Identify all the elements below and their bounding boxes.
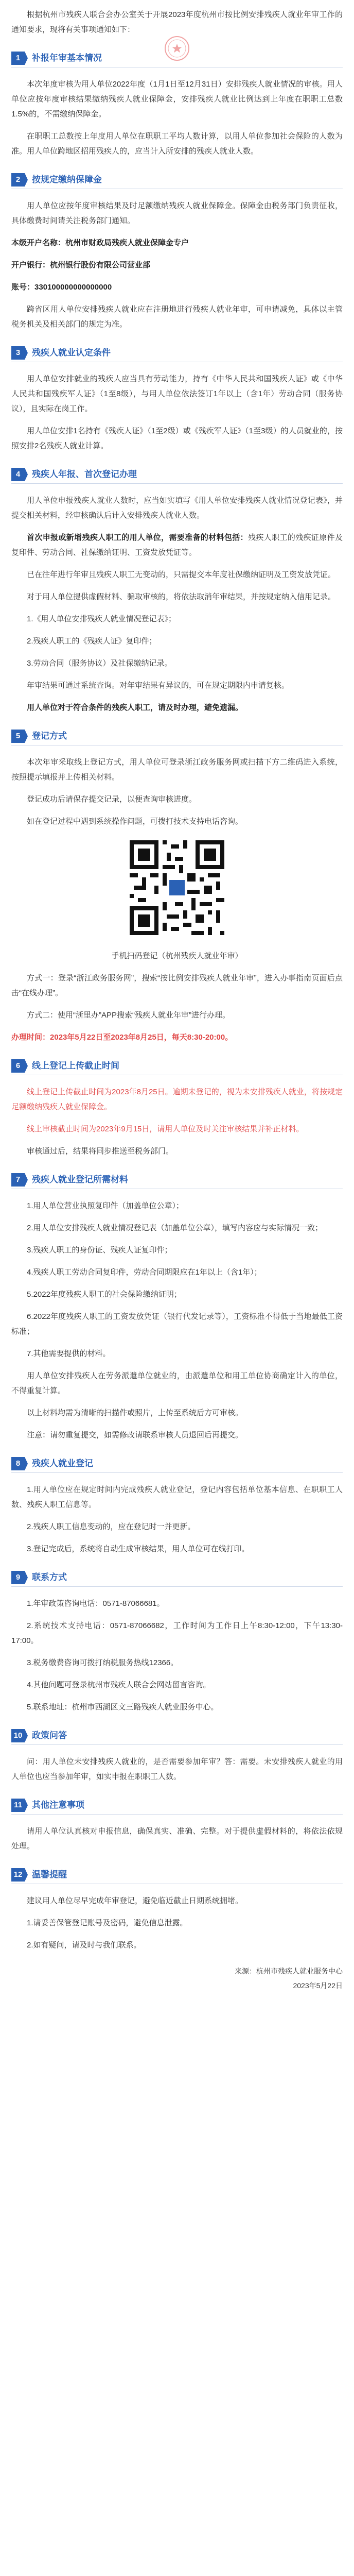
paragraph-emphasis: 用人单位对于符合条件的残疾人职工，请及时办理，避免遗漏。 — [27, 703, 243, 712]
list-item: 1.用人单位应在规定时间内完成残疾人就业登记，登记内容包括单位基本信息、在职职工人数、残疾人职工信息等。 — [11, 1485, 343, 1509]
section-title: 登记方式 — [32, 731, 67, 741]
paragraph: 问：用人单位未安排残疾人就业的，是否需要参加年审？答：需要。未安排残疾人就业的用人单位也应当参加年审，如实申报在职职工人数。 — [11, 1757, 343, 1781]
list-item: 3.税务缴费咨询可拨打纳税服务热线12366。 — [27, 1658, 179, 1667]
bank-value: 杭州银行股份有限公司营业部 — [50, 261, 151, 269]
paragraph: 对于用人单位提供虚假材料、骗取审核的，将依法取消年审结果，并按规定纳入信用记录。 — [27, 592, 336, 601]
list-item: 2.残疾人职工的《残疾人证》复印件； — [27, 637, 157, 646]
paragraph: 跨省区用人单位安排残疾人就业应在注册地进行残疾人就业年审，可申请减免，具体以主管税务机关及相关部门的规定为准。 — [11, 305, 343, 329]
paragraph: 请用人单位认真核对申报信息，确保真实、准确、完整。对于提供虚假材料的，将依法依规处理。 — [11, 1827, 343, 1851]
paragraph: 本次年度审核为用人单位2022年度（1月1日至12月31日）安排残疾人就业情况的审核。用人单位应按年度审核结果缴纳残疾人就业保障金，安排残疾人就业比例达到上年度在职职工总数1.5%的，不需缴纳保障金。 — [11, 80, 343, 118]
footer — [11, 1965, 343, 2002]
section-header-10 — [11, 1728, 343, 1745]
section-header-1 — [11, 50, 343, 67]
list-item: 2.如有疑问，请及时与我们联系。 — [27, 1941, 141, 1950]
section-number: 9 — [11, 1571, 25, 1584]
section-header-9 — [11, 1570, 343, 1587]
list-item: 1.年审政策咨询电话：0571-87066681。 — [27, 1599, 165, 1608]
paragraph: 如在登记过程中遇到系统操作问题，可拨打技术支持电话咨询。 — [27, 817, 243, 826]
section-number: 5 — [11, 730, 25, 743]
list-item: 2.系统技术支持电话：0571-87066682，工作时间为工作日上午8:30-12:00，下午13:30-17:00。 — [11, 1621, 343, 1645]
section-title: 残疾人年报、首次登记办理 — [32, 469, 137, 479]
qr-caption: 手机扫码登记（杭州残疾人就业年审） — [111, 952, 243, 960]
list-item: 5.联系地址：杭州市西湖区文三路残疾人就业服务中心。 — [27, 1703, 219, 1711]
account-number-value: 330100000000000000 — [34, 283, 112, 292]
section-title: 线上登记上传截止时间 — [32, 1061, 119, 1071]
section-header-12 — [11, 1867, 343, 1884]
paragraph: 用人单位申报残疾人就业人数时，应当如实填写《用人单位安排残疾人就业情况登记表》，并提交相关材料，经审核确认后计入安排残疾人就业人数。 — [11, 496, 343, 520]
list-item: 3.登记完成后，系统将自动生成审核结果，用人单位可在线打印。 — [27, 1545, 250, 1553]
list-item: 1.用人单位营业执照复印件（加盖单位公章）； — [27, 1201, 184, 1210]
account-name-label: 本级开户名称： — [11, 239, 66, 247]
section-title: 温馨提醒 — [32, 1870, 67, 1879]
list-item: 3.残疾人职工的身份证、残疾人证复印件； — [27, 1246, 172, 1255]
section-title: 按规定缴纳保障金 — [32, 175, 102, 184]
paragraph: 用人单位安排1名持有《残疾人证》（1至2级）或《残疾军人证》（1至3级）的人员就业的，按照安排2名残疾人就业计算。 — [11, 427, 343, 450]
account-number-label: 账号： — [11, 283, 35, 292]
paragraph: 用人单位安排就业的残疾人应当具有劳动能力，持有《中华人民共和国残疾人证》或《中华人民共和国残疾军人证》（1至8级），与用人单位依法签订1年以上（含1年）劳动合同（服务协议），且实际在岗工作。 — [11, 375, 343, 413]
section-number: 11 — [11, 1799, 25, 1812]
section-number: 2 — [11, 173, 25, 187]
section-number: 4 — [11, 468, 25, 481]
paragraph: 已在往年进行年审且残疾人职工无变动的，只需提交本年度社保缴纳证明及工资发放凭证。 — [27, 570, 336, 579]
section-header-5 — [11, 728, 343, 745]
qr-code-graphic — [126, 836, 228, 939]
source-organization: 来源：杭州市残疾人就业服务中心 — [235, 1967, 343, 1975]
section-number: 1 — [11, 52, 25, 65]
paragraph-deadline: 线上登记上传截止时间为2023年8月25日。逾期未登记的，视为未安排残疾人就业，将按规定足额缴纳残疾人就业保障金。 — [11, 1088, 343, 1111]
paragraph: 方式一：登录“浙江政务服务网”，搜索“按比例安排残疾人就业年审”，进入办事指南页面后点击“在线办理”。 — [11, 974, 343, 997]
section-number: 10 — [11, 1729, 25, 1742]
section-header-3 — [11, 345, 343, 362]
paragraph — [11, 530, 343, 560]
section-number: 7 — [11, 1173, 25, 1187]
section-title: 残疾人就业登记所需材料 — [32, 1175, 128, 1184]
section-header-11 — [11, 1798, 343, 1815]
paragraph: 以上材料均需为清晰的扫描件或照片，上传至系统后方可审核。 — [27, 1409, 243, 1417]
paragraph: 用人单位应按年度审核结果及时足额缴纳残疾人就业保障金。保障金由税务部门负责征收，具体缴费时间请关注税务部门通知。 — [11, 201, 343, 225]
section-header-7 — [11, 1172, 343, 1189]
section-header-6 — [11, 1058, 343, 1075]
paragraph: 建议用人单位尽早完成年审登记，避免临近截止日期系统拥堵。 — [27, 1896, 243, 1905]
list-item: 1.《用人单位安排残疾人就业情况登记表》； — [27, 615, 176, 623]
paragraph: 方式二：使用“浙里办”APP搜索“残疾人就业年审”进行办理。 — [27, 1011, 230, 1020]
section-title: 残疾人就业登记 — [32, 1459, 93, 1468]
section-header-8 — [11, 1456, 343, 1473]
list-item: 2.残疾人职工信息变动的，应在登记时一并更新。 — [27, 1522, 196, 1531]
account-name-line — [11, 235, 343, 250]
handling-time-line — [11, 1030, 343, 1045]
list-item: 3.劳动合同（服务协议）及社保缴纳记录。 — [27, 659, 172, 668]
section-title: 政策问答 — [32, 1731, 67, 1740]
paragraph-deadline: 线上审核截止时间为2023年9月15日，请用人单位及时关注审核结果并补正材料。 — [27, 1125, 304, 1133]
handling-time-label: 办理时间： — [11, 1033, 50, 1042]
paragraph: 注意：请勿重复提交，如需修改请联系审核人员退回后再提交。 — [27, 1431, 243, 1439]
list-item: 6.2022年度残疾人职工的工资发放凭证（银行代发记录等），工资标准不得低于当地最低工资标准； — [11, 1312, 343, 1336]
list-item: 4.其他问题可登录杭州市残疾人联合会网站留言咨询。 — [27, 1681, 211, 1689]
list-item: 5.2022年度残疾人职工的社会保险缴纳证明； — [27, 1290, 182, 1299]
bank-line — [11, 258, 343, 273]
section-number: 8 — [11, 1457, 25, 1470]
account-name-value: 杭州市财政局残疾人就业保障金专户 — [65, 239, 189, 247]
handling-time-value: 2023年5月22日至2023年8月25日，每天8:30-20:00。 — [50, 1033, 233, 1042]
paragraph: 审核通过后，结果将同步推送至税务部门。 — [27, 1147, 174, 1156]
paragraph: 登记成功后请保存提交记录，以便查询审核进度。 — [27, 795, 197, 804]
list-item: 1.请妥善保管登记账号及密码，避免信息泄露。 — [27, 1919, 188, 1927]
section-title: 补报年审基本情况 — [32, 53, 102, 63]
paragraph-rest: 残疾人职工的残疾证原件及复印件、劳动合同、社保缴纳证明、工资发放凭证等。 — [11, 533, 343, 557]
section-header-2 — [11, 172, 343, 189]
account-number-line — [11, 280, 343, 295]
section-title: 残疾人就业认定条件 — [32, 348, 111, 358]
list-item: 2.用人单位安排残疾人就业情况登记表（加盖单位公章），填写内容应与实际情况一致； — [27, 1224, 323, 1232]
section-title: 联系方式 — [32, 1572, 67, 1582]
qr-code[interactable] — [126, 836, 228, 939]
paragraph: 年审结果可通过系统查询。对年审结果有异议的，可在规定期限内申请复核。 — [27, 681, 290, 690]
intro-paragraph: 根据杭州市残疾人联合会办公室关于开展2023年度杭州市按比例安排残疾人就业年审工作的通知要求，现将有关事项通知如下： — [11, 10, 343, 34]
paragraph: 用人单位安排残疾人在劳务派遣单位就业的，由派遣单位和用工单位协商确定计入的单位，不得重复计算。 — [11, 1371, 343, 1395]
section-number: 12 — [11, 1868, 25, 1882]
publish-date: 2023年5月22日 — [293, 1981, 343, 1990]
paragraph-lead: 首次申报或新增残疾人职工的用人单位，需要准备的材料包括： — [27, 533, 249, 542]
section-header-4 — [11, 467, 343, 484]
paragraph: 在职职工总数按上年度用人单位在职职工平均人数计算，以用人单位参加社会保险的人数为准。用人单位跨地区招用残疾人的，应当计入所安排的残疾人就业人数。 — [11, 132, 343, 156]
bank-label: 开户银行： — [11, 261, 50, 269]
section-number: 6 — [11, 1059, 25, 1073]
paragraph: 本次年审采取线上登记方式，用人单位可登录浙江政务服务网或扫描下方二维码进入系统，按照提示填报并上传相关材料。 — [11, 758, 343, 782]
list-item: 7.其他需要提供的材料。 — [27, 1349, 111, 1358]
section-title: 其他注意事项 — [32, 1800, 84, 1810]
section-number: 3 — [11, 346, 25, 360]
list-item: 4.残疾人职工劳动合同复印件，劳动合同期限应在1年以上（含1年）； — [27, 1268, 262, 1277]
